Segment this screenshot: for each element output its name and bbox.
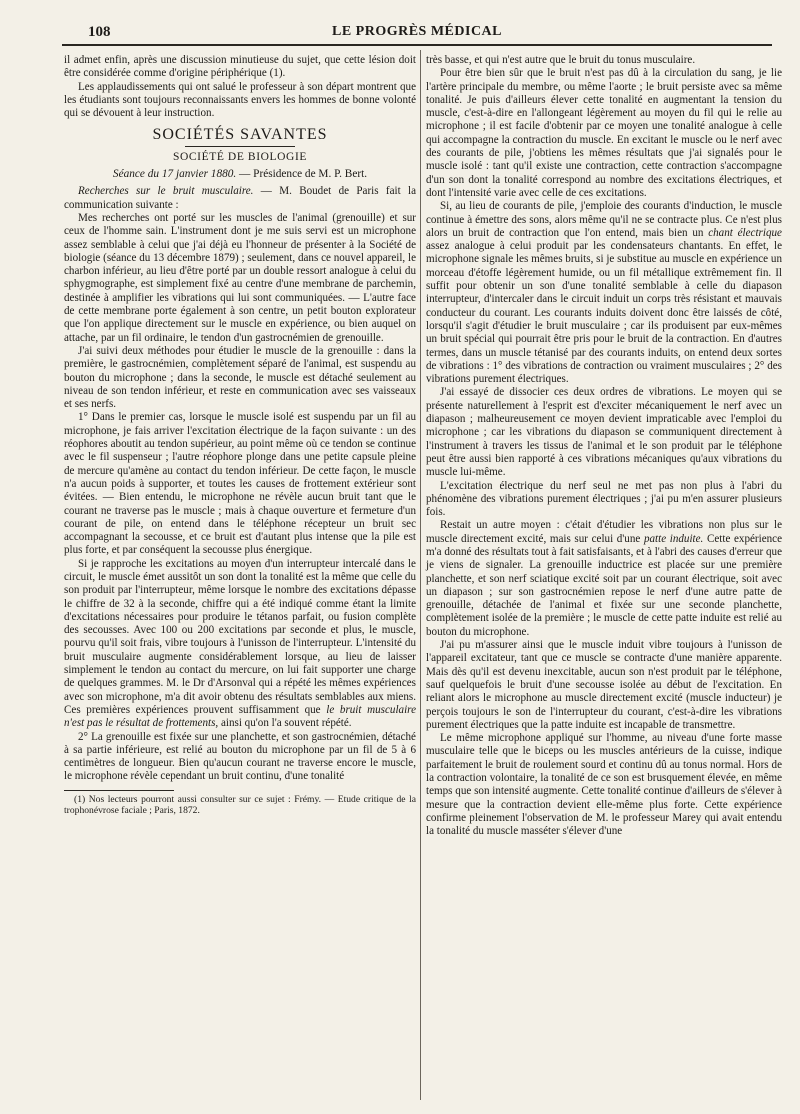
italic-emphasis: patte induite. [643,532,704,545]
session-date: Séance du 17 janvier 1880. [112,168,237,181]
section-title: SOCIÉTÉS SAVANTES [152,126,328,144]
page-header [62,22,772,46]
body-paragraph: L'excitation électrique du nerf seul ne met pas non plus à l'abri du phénomène des vibrations purement électriques ; j'ai pu m'en assurer plusieurs fois. [426,479,782,519]
communication-author: — M. Boudet de Paris fait la communication suivante : [64,185,417,211]
italic-emphasis: chant électrique [708,226,782,239]
communication-heading [64,185,416,212]
section-heading [64,128,416,164]
body-text: Si, au lieu de courants de pile, j'emploie des courants d'induction, le muscle continue à émettre des sons, alors même qu'il ne se contracte plus. Ce n'est plus alors un bruit de contraction que l'on entend, mais bien un [426,200,782,239]
footnote-rule [64,790,174,791]
body-paragraph [426,519,782,639]
body-paragraph: très basse, et qui n'est autre que le bruit du tonus musculaire. [426,54,696,66]
body-paragraph: Le même microphone appliqué sur l'homme, au niveau d'une forte masse musculaire telle que le biceps ou les muscles antérieurs de la cuisse, indique parfaitement le bruit de roulement sourd et continu dû au tonus normal. Hors de la contraction volontaire, la tonalité de ce son est brusquement élevée, en même temps que son intensité augmente. Cette tonalité continue d'ailleurs de s'élever à mesure que la contraction devient elle-même plus forte. Cette expérience confirme pleinement l'observation de M. le professeur Marey qui avait entendu la tonalité du muscle masséter s'élever d'une [426,732,782,838]
body-paragraph: J'ai pu m'assurer ainsi que le muscle induit vibre toujours à l'unisson de l'appareil excitateur, tant que ce muscle se contracte d'une manière apparente. Mais dès qu'il est devenu inexcitable, aucun son n'est produit par le téléphone, sauf quelquefois le bruit d'une secousse isolée au début de l'excitation. En reliant alors le microphone au muscle directement excité (muscle inducteur) je perçois toujours le son de l'interrupteur du courant, c'est-à-dire les vibrations purement électriques que la patte induite est incapable de transmettre. [426,639,782,731]
body-text: ainsi qu'on l'a souvent répété. [218,717,352,730]
section-title-rule [185,146,295,147]
running-title: LE PROGRÈS MÉDICAL [331,24,503,39]
body-paragraph: Mes recherches ont porté sur les muscles de l'animal (grenouille) et sur ceux de l'homme sain. L'instrument dont je me suis servi est un microphone assez semblable à celui que j'ai déjà eu l'honneur de présenter à la Société de biologie (séance du 13 décembre 1879) ; seulement, dans ce nouvel appareil, le charbon inférieur, au lieu d'être porté par un double ressort analogue à celui du sphygmographe, est simplement fixé au centre d'une membrane de parchemin, destinée à amplifier les vibrations qui lui sont communiquées. — L'autre face de cette membrane porte également à son centre, un petit bouton explorateur que l'on applique directement sur le muscle en expérience, ou bien auquel on attache, par un fil ordinaire, le tendon d'un gastrocnémien de grenouille. [64,211,416,344]
body-text: Restait un autre moyen : c'était d'étudier les vibrations non plus sur le muscle directement excité, mais sur celui d'une [426,519,782,545]
body-paragraph [426,200,782,386]
column-divider [420,50,421,1100]
body-paragraph: 1° Dans le premier cas, lorsque le muscle isolé est suspendu par un fil au microphone, je fais arriver l'excitation électrique de la façon suivante : un des réophores aboutit au tendon supérieur, au point même où ce tendon se continue avec le fil suspenseur ; l'autre réophore plonge dans une petite capsule pleine de mercure qu'amène au contact du tendon inférieur. De cette façon, le muscle n'a aucun poids à supporter, et toutes les causes de frottement extérieur sont évitées. — Bien entendu, le microphone ne révèle aucun bruit tant que le courant ne traverse pas le muscle ; mais à chaque ouverture et fermeture d'un courant de pile, on entend dans le téléphone récepteur un bruit sec accompagnant la secousse, et ce bruit est d'autant plus intense que la pile est plus forte, et par conséquent la secousse plus énergique. [64,411,416,557]
italic-emphasis: le bruit musculaire n'est pas le résultat de frottements, [64,703,417,730]
body-paragraph: J'ai suivi deux méthodes pour étudier le muscle de la grenouille : dans la première, le gastrocnémien, complètement séparé de l'animal, est suspendu au bouton du microphone ; dans la seconde, le muscle est détaché seulement au niveau de son tendon inférieur, et reste en communication avec ses vaisseaux et ses nerfs. [64,344,416,411]
session-presidency: — Présidence de M. P. Bert. [236,168,368,181]
intro-paragraph-2: Les applaudissements qui ont salué le professeur à son départ montrent que les étudiants sont toujours reconnaissants envers les hommes de bonne volonté qui se dévouent à leur instruction. [64,80,416,120]
page-number: 108 [88,24,111,40]
intro-paragraph-1: il admet enfin, après une discussion minutieuse du sujet, que cette lésion doit être considérée comme d'origine périphérique (1). [64,54,416,80]
body-paragraph [64,558,416,731]
footnote: (1) Nos lecteurs pourront aussi consulter sur ce sujet : Frémy. — Etude critique de la trophonévrose faciale ; Paris, 1872. [64,793,416,817]
section-subtitle: SOCIÉTÉ DE BIOLOGIE [172,150,308,163]
right-column [426,54,782,839]
communication-title: Recherches sur le bruit musculaire. [78,185,254,198]
body-text: Cette expérience m'a donné des résultats tout à fait satisfaisants, et à l'abri des causes d'erreur que je viens de signaler. La grenouille inductrice est placée sur une première planchette, et son nerf sciatique excité soit par un courant électrique, soit avec un diapason ; sur son gastrocnémien repose le nerf d'une autre patte de grenouille, détachée de l'animal et fixée sur une seconde planchette, complètement isolée de la première ; le muscle de cette patte induite est relié au bouton du microphone. [426,532,783,638]
body-text: Si je rapproche les excitations au moyen d'un interrupteur intercalé dans le circuit, le muscle émet aussitôt un son dont la tonalité est la même que celle du son produit par l'interrupteur, même lorsque le nombre des excitations dépasse le chiffre de 32 à la seconde, chiffre qui a été indiqué comme étant la limite d'excitations nécessaires pour produire le tétanos parfait, ou fusion complète des secousses. Avec 100 ou 200 excitations par seconde et plus, le muscle, pourvu qu'il soit frais, vibre toujours à l'unisson de l'interrupteur. L'intensité du bruit musculaire augmente considérablement lorsque, au lieu de laisser simplement le tendon au contact du mercure, on lui fait supporter une charge de quelques grammes. M. le Dr d'Arsonval qui a répété les mêmes expériences avec son microphone, m'a dit avoir obtenu des résultats semblables aux miens. Ces premières expériences prouvent suffisamment que [64,557,416,716]
body-paragraph: 2° La grenouille est fixée sur une planchette, et son gastrocnémien, détaché à sa partie inférieure, est relié au bouton du microphone par un fil de 5 à 6 centimètres de longueur. Bien qu'aucun courant ne traverse encore le muscle, le microphone révèle cependant un bruit continu, d'une tonalité [64,730,416,783]
left-column [64,54,416,817]
body-paragraph: J'ai essayé de dissocier ces deux ordres de vibrations. Le moyen qui se présente naturellement à l'esprit est d'exciter mécaniquement le nerf avec un diapason ; malheureusement ce moyen devient impraticable avec l'emploi du microphone ; car les vibrations du diapason se communiquent directement à l'instrument à travers les tissus de l'animal et le son produit par le téléphone peut être aussi bien rapporté à ces vibrations mécaniques qu'aux vibrations du muscle lui-même. [426,386,782,479]
body-paragraph: Pour être bien sûr que le bruit n'est pas dû à la circulation du sang, je lie l'artère principale du membre, ou même l'aorte ; le bruit persiste avec sa même tonalité. Je puis d'ailleurs élever cette tonalité en augmentant la tension du muscle, c'est-à-dire en l'allongeant légèrement au moyen du fil qui le relie au microphone ; il est facile d'obtenir par ce moyen une tonalité analogue à celle qui accompagne la contraction du muscle. En excitant le muscle ou le nerf avec des courants de pile, j'obtiens les mêmes résultats que j'ai signalés pour le muscle isolé : tant qu'il existe une contraction, cette contraction s'accompagne d'un son dont la tonalité correspond au nombre des excitations électriques, et dont l'intensité varie avec celle de ces excitations. [426,67,782,199]
body-text: assez analogue à celui produit par les condensateurs chantants. En effet, le microphone signale les mêmes bruits, si je substitue au muscle en expérience un morceau d'étoffe légèrement humide, ou un fil métallique extrêmement fin. Il suffit pour obtenir un son d'une tonalité semblable à celle du diapason interrupteur, d'intercaler dans le circuit induit un corps très résistant et mauvais conducteur du courant. Les courants induits doivent donc être laissés de côté, lorsqu'il s'agit d'étudier le bruit musculaire ; car ils produisent par eux-mêmes un bruit spécial qui pourrait être pris pour le bruit de la contraction. En d'autres termes, dans un muscle tétanisé par des courants induits, on entend deux sortes de vibrations : 1° des vibrations de contraction ou vraiment musculaires ; 2° des vibrations purement électriques. [426,240,782,386]
session-line [64,168,416,181]
